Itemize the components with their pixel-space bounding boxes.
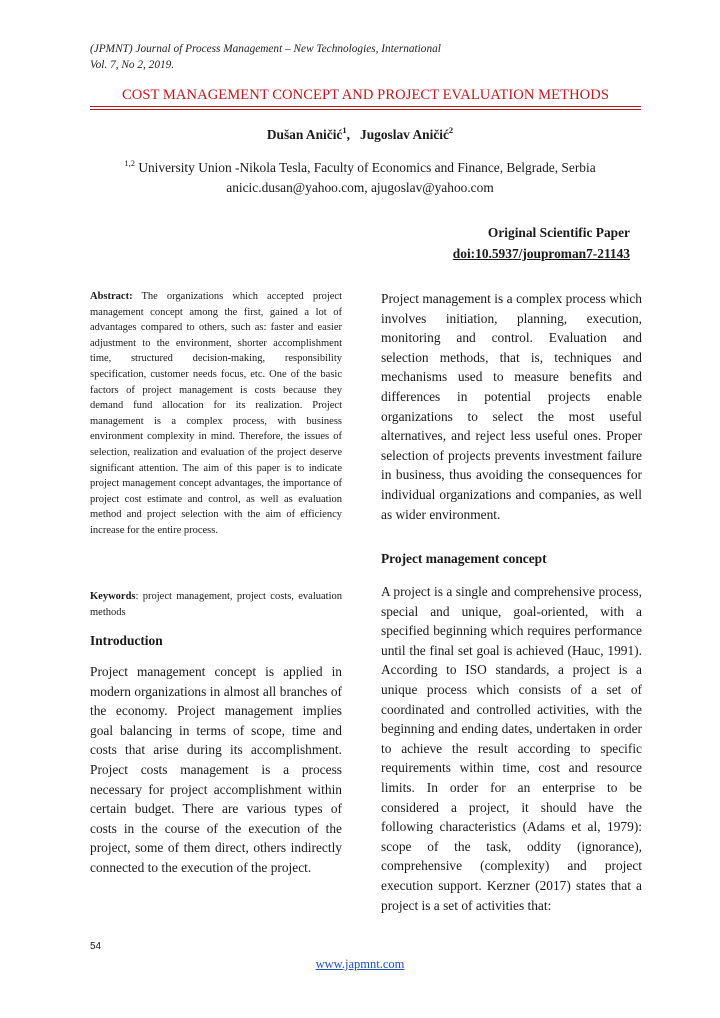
- journal-website-link[interactable]: www.japmnt.com: [315, 957, 405, 971]
- title-rule-bottom: [90, 109, 641, 110]
- introduction-heading: Introduction: [90, 633, 163, 648]
- abstract-text: The organizations which accepted project management concept among the first, gained a lot of advantages compared to others, such as: faster and easier adjustment to the environment, shorter accomplishment time, structured decision-making, responsibility specification, customer needs focus, etc. One of the basic factors of project management is costs because they demand fund allocation for its realization. Project management is a complex process, with business environment complexity in mind. Therefore, the issues of selection, realization and evaluation of the project deserve significant attention. The aim of this paper is to indicate project management concept advantages, the importance of project cost estimate and control, as well as evaluation method and project selection with the aim of efficiency increase for the entire process.: [90, 291, 343, 536]
- author-1: Dušan Aničić: [266, 127, 343, 142]
- project-management-concept-heading: Project management concept: [381, 551, 547, 566]
- paper-meta: [453, 222, 630, 264]
- abstract-label: Abstract:: [90, 291, 133, 302]
- keywords-text: : project management, project costs, evaluation methods: [90, 591, 342, 618]
- affiliation-mark: 1,2: [124, 158, 135, 168]
- paper-type-label: Original Scientific Paper: [487, 225, 630, 240]
- page-number: 54: [90, 941, 102, 952]
- affiliation-text: University Union -Nikola Tesla, Faculty of Economics and Finance, Belgrade, Serbia: [138, 160, 596, 175]
- introduction-paragraph: Project management concept is applied in modern organizations in almost all branches of the economy. Project management implies goal balancing in terms of scope, time and costs that arise during its accomplishment. Project costs management is a process necessary for project accomplishment within certain budget. There are various types of costs in the course of the execution of the project, some of them direct, others indirectly connected to the execution of the project.: [90, 664, 342, 875]
- keywords-label: Keywords: [90, 591, 136, 602]
- title-rule-top: [90, 106, 641, 107]
- authors-line: Dušan Aničić$^1$, Jugoslav Aničić$^2$: [266, 125, 454, 142]
- affiliation-block: [0, 154, 720, 197]
- author-2-affiliation-mark: 2: [448, 125, 454, 135]
- author-1-affiliation-mark: 1: [342, 125, 347, 135]
- abstract: [90, 289, 342, 539]
- right-column-paragraph-2: A project is a single and comprehensive process, special and unique, goal-oriented, with a specified beginning which requires performance until the final set goal is achieved (Hauc, 1991). According to ISO standards, a project is a unique process which consists of a set of coordinated and controlled activities, with the beginning and ending dates, undertaken in order to achieve the result according to specific requirements within time, cost and resource limits. In order for an enterprise to be considered a project, it should have the following characteristics (Adams et al, 1979): scope of the task, oddity (ignorance), comprehensive (complexity) and project execution support. Kerzner (2017) states that a project is a set of activities that:: [381, 584, 642, 913]
- author-2: Jugoslav Aničić: [360, 127, 449, 142]
- keywords: [90, 589, 342, 620]
- journal-name: (JPMNT) Journal of Process Management – New Technologies, International: [90, 43, 441, 55]
- paper-title: COST MANAGEMENT CONCEPT AND PROJECT EVALUATION METHODS: [121, 87, 610, 103]
- journal-header: [90, 42, 441, 73]
- right-column-paragraph-1: Project management is a complex process which involves initiation, planning, execution, monitoring and control. Evaluation and selection methods, that is, techniques and mechanisms used to measure benefits and differences in potential projects enable organizations to select the most useful alternatives, and reject less useful ones. Proper selection of projects prevents investment failure in business, thus avoiding the consequences for individual organizations and companies, as well as wider environment.: [381, 291, 642, 522]
- author-emails: anicic.dusan@yahoo.com, ajugoslav@yahoo.com: [226, 179, 494, 195]
- doi-link[interactable]: doi:10.5937/jouproman7-21143: [452, 246, 630, 261]
- journal-volume: Vol. 7, No 2, 2019.: [90, 58, 175, 71]
